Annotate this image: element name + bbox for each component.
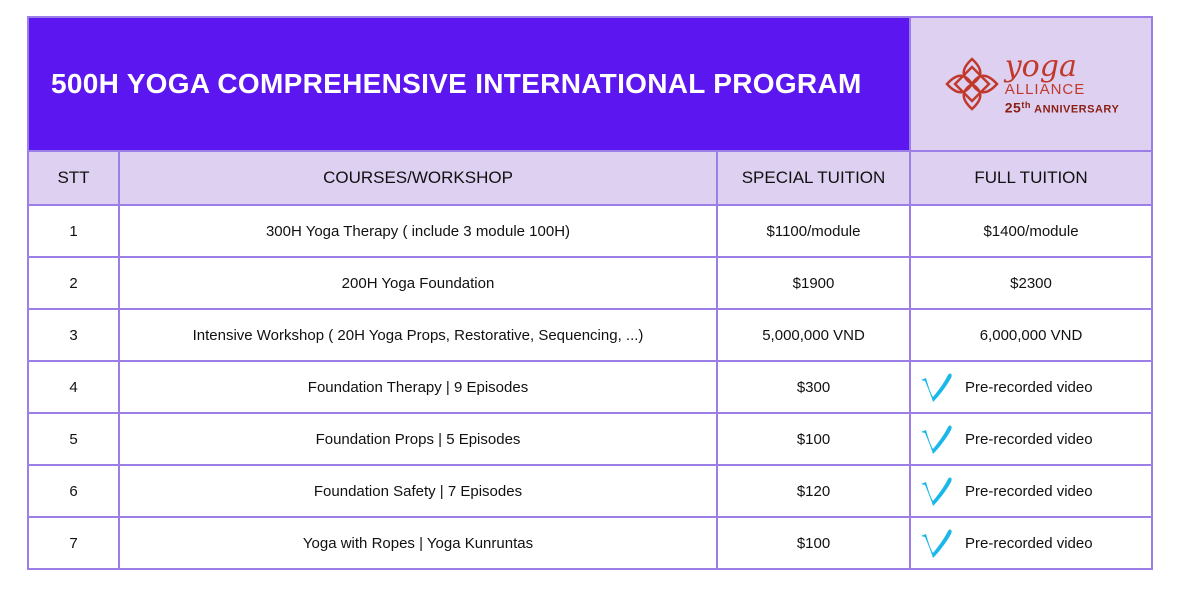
page-title: 500H YOGA COMPREHENSIVE INTERNATIONAL PROGRAM (28, 17, 910, 151)
table-row (28, 205, 1152, 257)
video-label: Pre-recorded video (965, 378, 1093, 396)
column-header-stt: STT (28, 151, 119, 205)
vimeo-icon[interactable] (919, 371, 953, 403)
cell-special: $1100/module (717, 205, 910, 257)
video-label: Pre-recorded video (965, 430, 1093, 448)
cell-course: Intensive Workshop ( 20H Yoga Props, Restorative, Sequencing, ...) (119, 309, 717, 361)
video-label: Pre-recorded video (965, 482, 1093, 500)
logo-yoga-text: yoga (1004, 48, 1077, 84)
logo-anniversary-text: 25th ANNIVERSARY (1004, 99, 1120, 116)
cell-full (910, 517, 1152, 569)
title-row (28, 17, 1152, 151)
program-table-container (27, 16, 1151, 570)
cell-stt: 3 (28, 309, 119, 361)
column-header-full: FULL TUITION (910, 151, 1152, 205)
cell-special: $100 (717, 517, 910, 569)
cell-stt: 4 (28, 361, 119, 413)
cell-full (910, 413, 1152, 465)
cell-stt: 2 (28, 257, 119, 309)
yoga-alliance-logo (911, 48, 1151, 117)
cell-stt: 5 (28, 413, 119, 465)
cell-course: Foundation Safety | 7 Episodes (119, 465, 717, 517)
column-header-row (28, 151, 1152, 205)
table-row (28, 517, 1152, 569)
cell-course: Foundation Props | 5 Episodes (119, 413, 717, 465)
logo-cell (910, 17, 1152, 151)
cell-stt: 6 (28, 465, 119, 517)
table-row (28, 465, 1152, 517)
cell-course: Yoga with Ropes | Yoga Kunruntas (119, 517, 717, 569)
column-header-special: SPECIAL TUITION (717, 151, 910, 205)
cell-special: $300 (717, 361, 910, 413)
table-row (28, 361, 1152, 413)
cell-special: $120 (717, 465, 910, 517)
vimeo-icon[interactable] (919, 423, 953, 455)
table-row (28, 309, 1152, 361)
vimeo-icon[interactable] (919, 475, 953, 507)
cell-full: 6,000,000 VND (910, 309, 1152, 361)
lotus-emblem-icon (943, 55, 1001, 113)
pricing-table (27, 16, 1153, 570)
cell-course: Foundation Therapy | 9 Episodes (119, 361, 717, 413)
cell-full (910, 361, 1152, 413)
cell-course: 300H Yoga Therapy ( include 3 module 100H) (119, 205, 717, 257)
cell-stt: 7 (28, 517, 119, 569)
vimeo-icon[interactable] (919, 527, 953, 559)
table-row (28, 413, 1152, 465)
cell-special: 5,000,000 VND (717, 309, 910, 361)
cell-full: $2300 (910, 257, 1152, 309)
column-header-course: COURSES/WORKSHOP (119, 151, 717, 205)
cell-course: 200H Yoga Foundation (119, 257, 717, 309)
cell-full (910, 465, 1152, 517)
table-row (28, 257, 1152, 309)
cell-special: $100 (717, 413, 910, 465)
video-label: Pre-recorded video (965, 534, 1093, 552)
cell-stt: 1 (28, 205, 119, 257)
cell-full: $1400/module (910, 205, 1152, 257)
cell-special: $1900 (717, 257, 910, 309)
logo-alliance-text: ALLIANCE (1004, 80, 1086, 98)
